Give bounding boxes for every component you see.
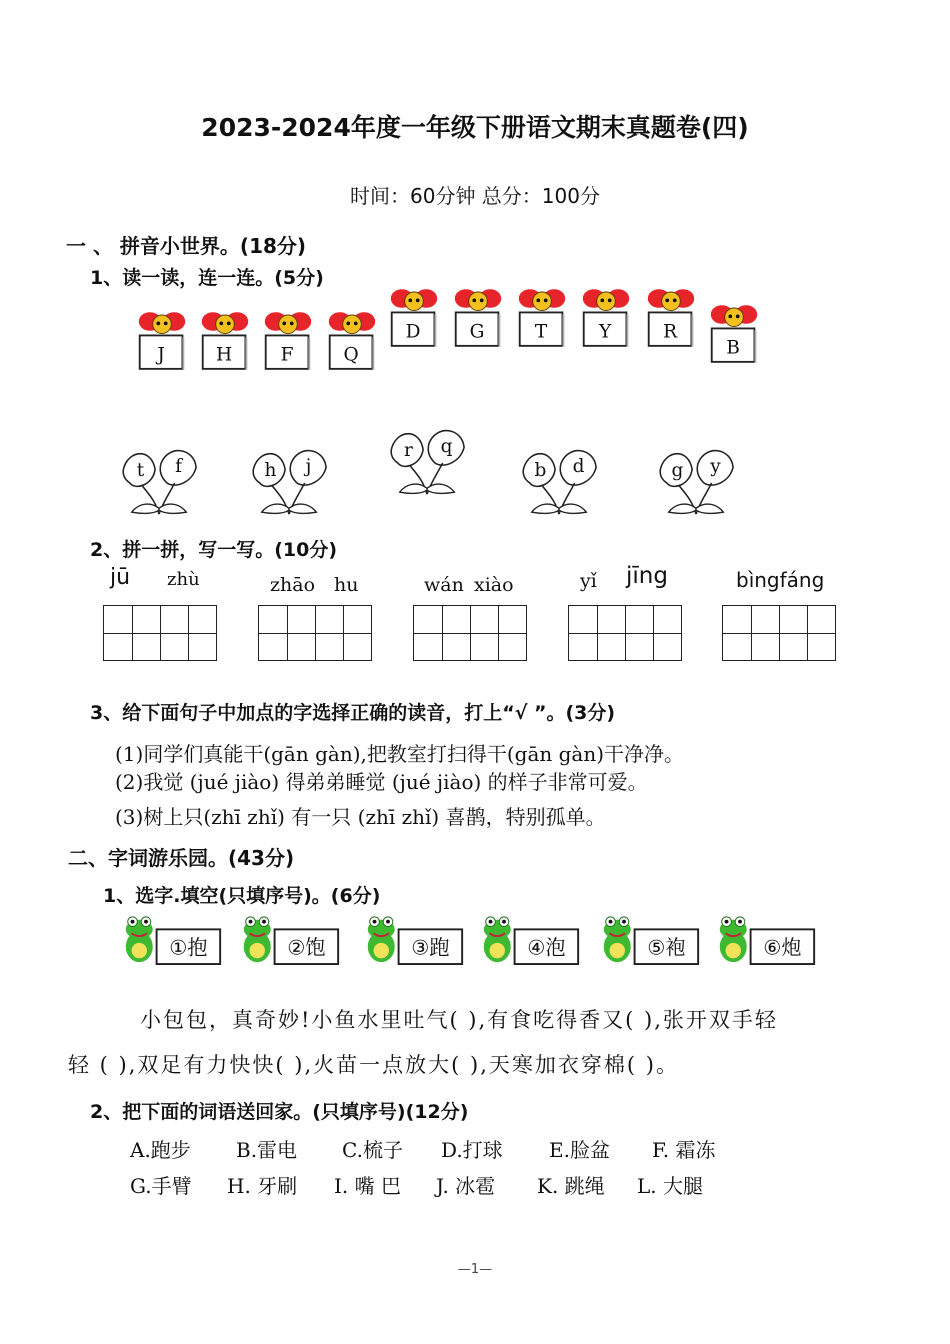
bee-letter-card — [388, 282, 440, 354]
flower-letter-card — [383, 420, 473, 500]
writing-grid[interactable] — [722, 605, 836, 661]
word-option: C.梳子 — [342, 1138, 403, 1162]
word-option: H. 牙刷 — [227, 1174, 298, 1198]
word-option: G.手臂 — [130, 1174, 192, 1198]
pinyin-label: xiào — [474, 574, 514, 596]
frog-char: ③跑 — [411, 935, 450, 960]
bee-letter: Q — [343, 344, 359, 366]
question-2-2-heading: 2、把下面的词语送回家。(只填序号)(12分) — [90, 1101, 469, 1123]
flower-letter: j — [305, 456, 312, 478]
section-1-heading: 一 、 拼音小世界。(18分) — [66, 234, 307, 258]
flower-letter: t — [136, 460, 145, 482]
bee-letter-card — [708, 298, 760, 370]
pinyin-label: zhāo — [270, 574, 316, 596]
pinyin-label: jū — [110, 565, 131, 590]
question-1-3-line: (3)树上只(zhī zhǐ) 有一只 (zhī zhǐ) 喜鹊，特别孤单。 — [115, 805, 606, 829]
bee-letter: T — [534, 321, 548, 343]
pinyin-label: wán — [424, 574, 464, 596]
bee-letter-card — [516, 282, 568, 354]
flower-letter: h — [264, 460, 277, 482]
frog-char-card — [714, 908, 818, 970]
flower-letter: d — [572, 456, 585, 478]
frog-char-card — [120, 908, 224, 970]
section-2-heading: 二、字词游乐园。(43分) — [68, 846, 295, 870]
pinyin-label: hu — [334, 574, 359, 596]
bee-letter: F — [280, 344, 294, 366]
word-option: B.雷电 — [236, 1138, 298, 1162]
question-1-2-heading: 2、拼一拼，写一写。(10分) — [90, 539, 338, 561]
question-1-3-heading: 3、给下面句子中加点的字选择正确的读音，打上“√ ”。(3分) — [90, 702, 616, 724]
word-option: I. 嘴 巴 — [334, 1174, 401, 1198]
exam-meta: 时间：60分钟 总分：100分 — [350, 184, 600, 208]
frog-char: ⑥炮 — [763, 935, 802, 960]
frog-char: ⑤袍 — [647, 935, 686, 960]
word-option: F. 霜冻 — [652, 1138, 716, 1162]
bee-letter: H — [215, 344, 233, 366]
word-option: A.跑步 — [130, 1138, 191, 1162]
bee-letter-card — [645, 282, 697, 354]
question-2-1-heading: 1、选字.填空(只填序号)。(6分) — [103, 885, 381, 907]
frog-char: ②饱 — [287, 935, 326, 960]
question-1-3-line: (1)同学们真能干(gān gàn),把教室打扫得干(gān gàn)干净净。 — [115, 742, 685, 766]
frog-char: ①抱 — [169, 935, 208, 960]
word-option: E.脸盆 — [549, 1138, 610, 1162]
bee-letter: Y — [598, 321, 612, 343]
flower-letter: y — [710, 456, 721, 478]
bee-letter-card — [580, 282, 632, 354]
writing-grid[interactable] — [258, 605, 372, 661]
fill-paragraph-line2: 轻 ( ),双足有力快快( ),火苗一点放大( ),天寒加衣穿棉( )。 — [68, 1053, 679, 1077]
pinyin-label: zhù — [167, 569, 200, 590]
flower-letter: b — [534, 460, 547, 482]
flower-letter-card — [245, 440, 335, 520]
flower-letter: q — [440, 436, 453, 458]
page-number: —1— — [457, 1262, 493, 1277]
flower-letter: r — [404, 440, 413, 462]
bee-letter: B — [726, 337, 740, 359]
writing-grid[interactable] — [568, 605, 682, 661]
word-option: D.打球 — [441, 1138, 503, 1162]
bee-letter: G — [469, 321, 485, 343]
flower-letter: f — [175, 456, 182, 478]
bee-letter-card — [452, 282, 504, 354]
word-option: J. 冰雹 — [436, 1174, 496, 1198]
frog-char-card — [362, 908, 466, 970]
flower-letter-card — [652, 440, 742, 520]
word-option: K. 跳绳 — [537, 1174, 605, 1198]
frog-char-card — [238, 908, 342, 970]
pinyin-label: jīng — [626, 563, 668, 589]
question-1-1-heading: 1、读一读，连一连。(5分) — [90, 267, 324, 289]
writing-grid[interactable] — [413, 605, 527, 661]
frog-char-card — [478, 908, 582, 970]
bee-letter-card — [199, 305, 251, 377]
flower-letter-card — [515, 440, 605, 520]
pinyin-label: bìngfáng — [736, 568, 825, 592]
page-title: 2023-2024年度一年级下册语文期末真题卷(四) — [201, 113, 749, 142]
bee-letter: D — [405, 321, 421, 343]
flower-letter-card — [115, 440, 205, 520]
frog-char-card — [598, 908, 702, 970]
bee-letter: R — [663, 321, 678, 343]
frog-char: ④泡 — [527, 935, 566, 960]
flower-letter: g — [671, 460, 684, 482]
pinyin-label: yǐ — [580, 570, 597, 592]
word-option: L. 大腿 — [637, 1174, 703, 1198]
bee-letter-card — [262, 305, 314, 377]
fill-paragraph-line1: 小包包，真奇妙!小鱼水里吐气( ),有食吃得香又( ),张开双手轻 — [140, 1008, 778, 1032]
bee-letter-card — [326, 305, 378, 377]
bee-letter-card — [136, 305, 188, 377]
question-1-3-line: (2)我觉 (jué jiào) 得弟弟睡觉 (jué jiào) 的样子非常可爱。 — [115, 770, 648, 794]
bee-letter: J — [157, 344, 165, 366]
writing-grid[interactable] — [103, 605, 217, 661]
